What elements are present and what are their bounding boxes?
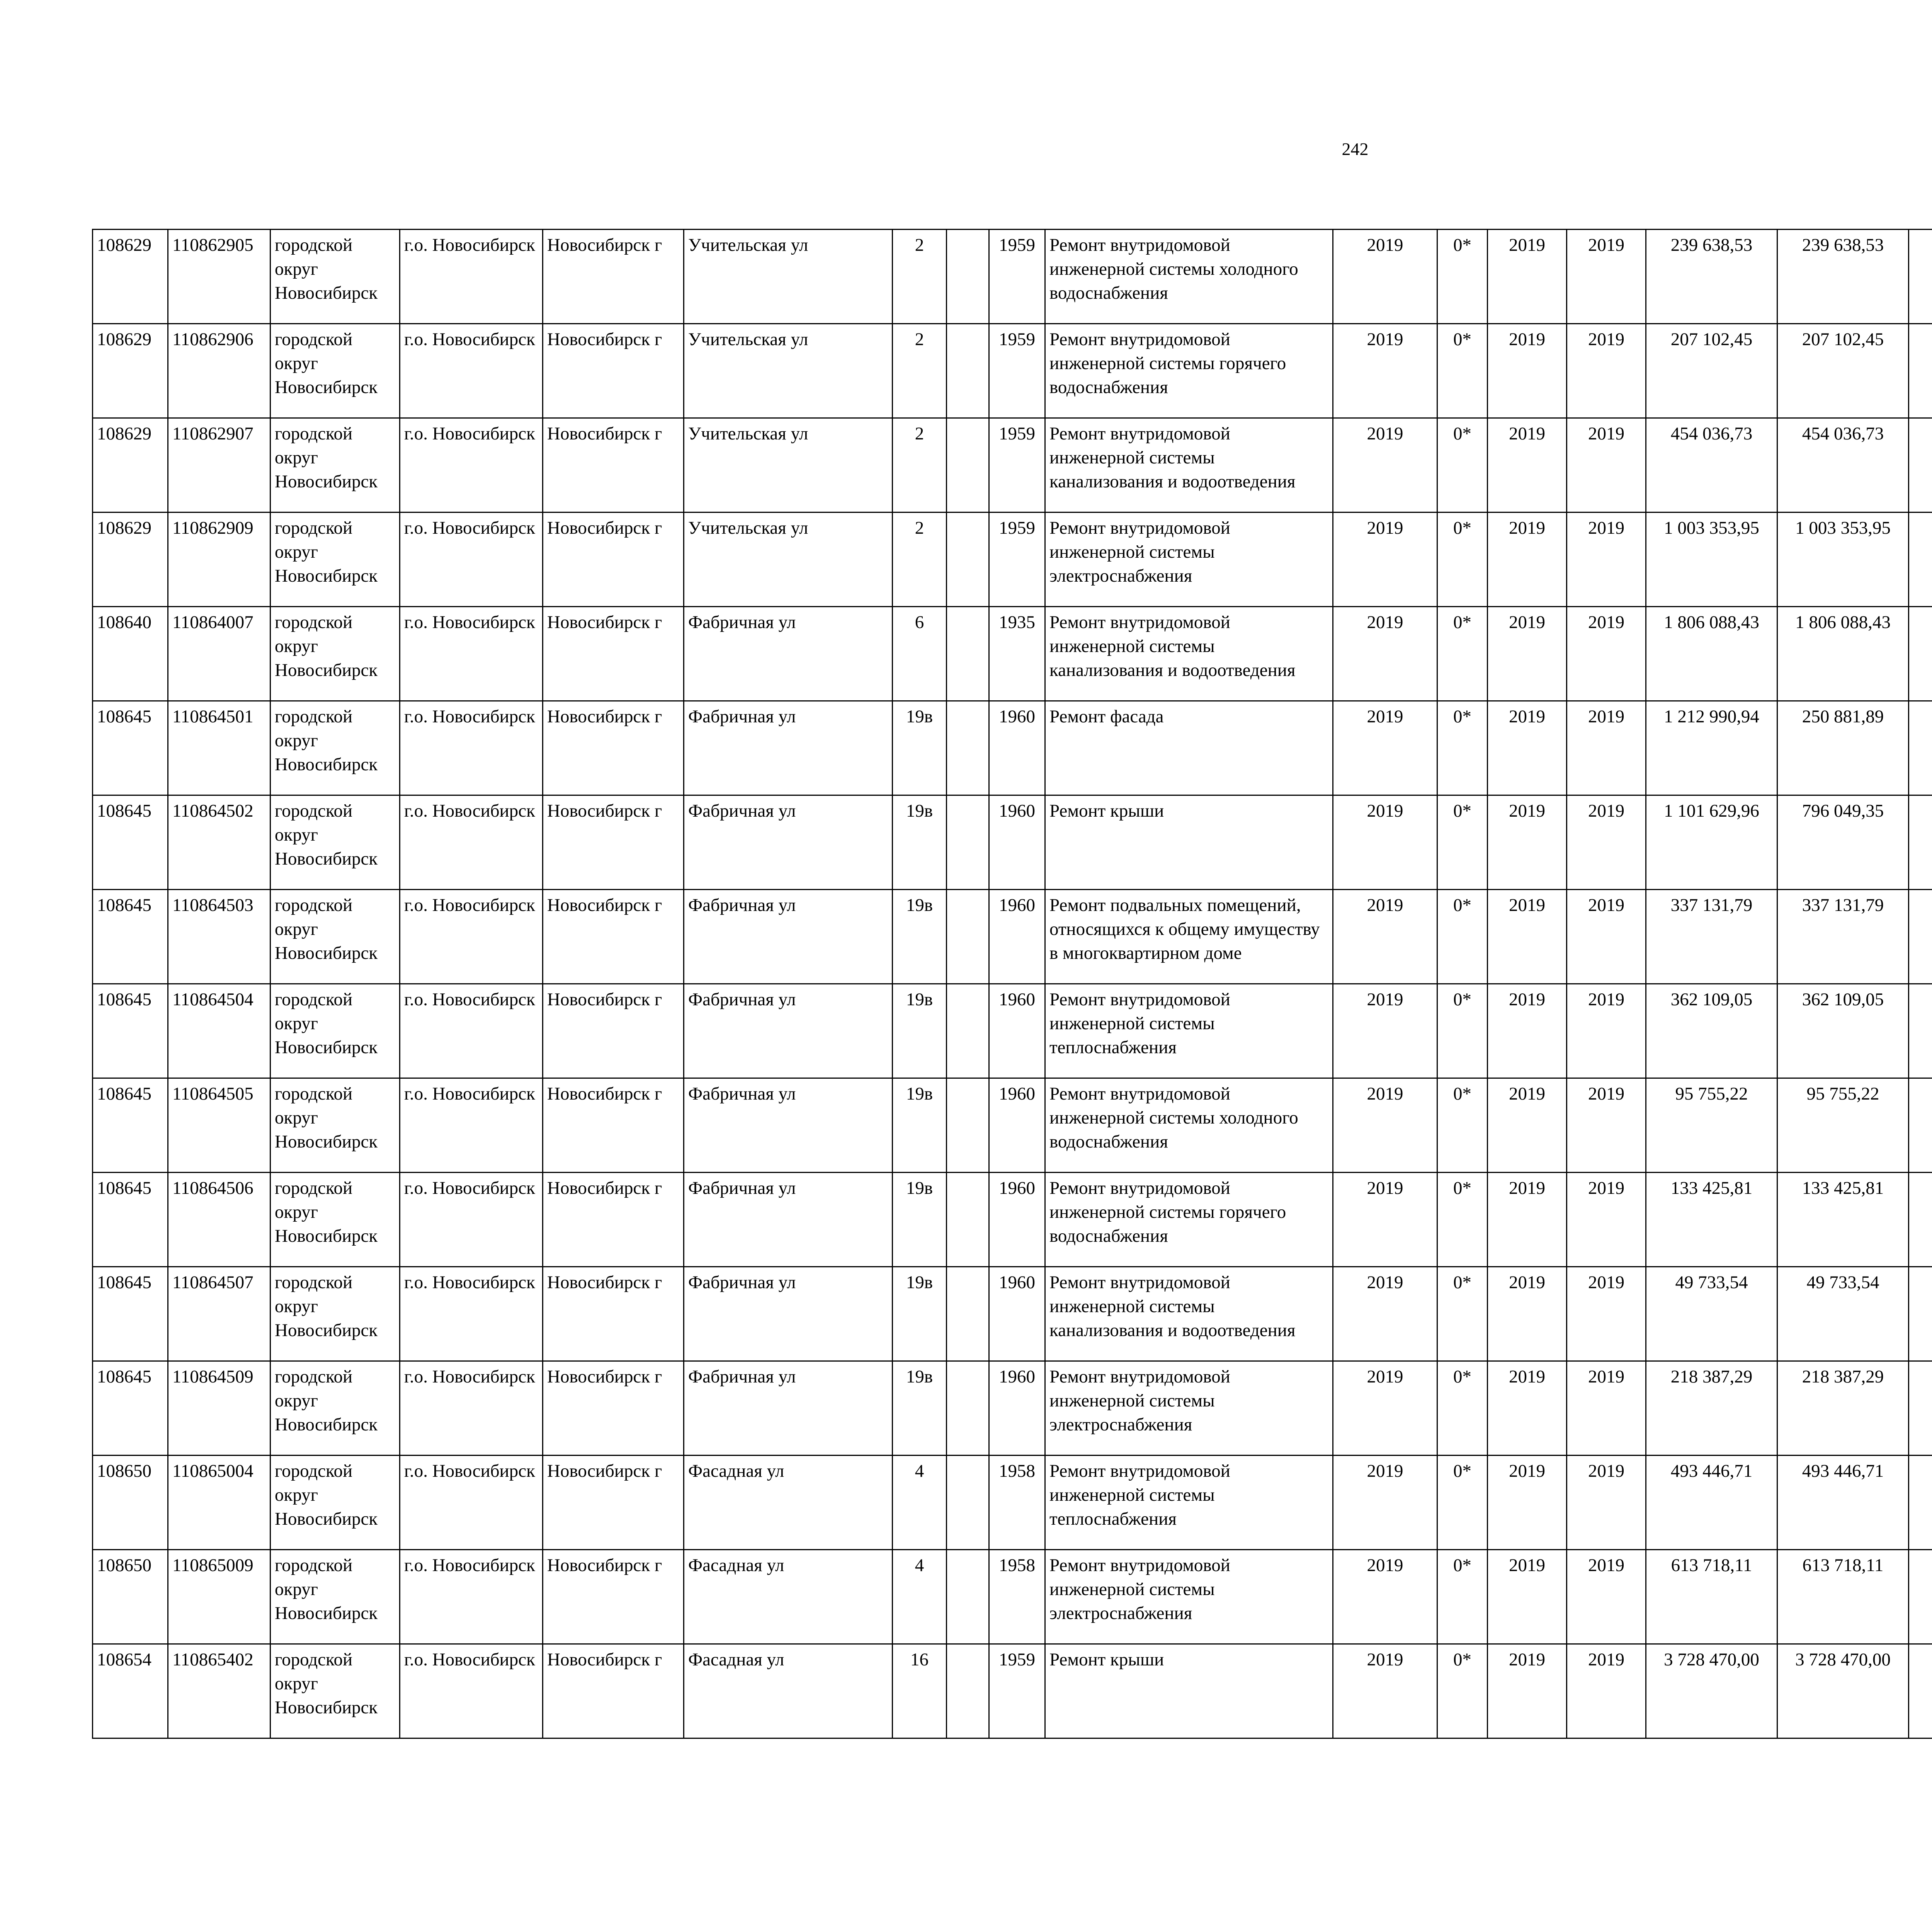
cell-plan-year: 2019 [1333, 1078, 1437, 1173]
cell-status: 0* [1437, 701, 1488, 795]
cell-status: 0* [1437, 1644, 1488, 1738]
cell-municipality: городской округ Новосибирск [270, 1173, 400, 1267]
cell-end-year: 2019 [1567, 1550, 1646, 1644]
table-row [93, 890, 1932, 984]
cell-city: Новосибирск г [543, 607, 684, 701]
cell-plan-year: 2019 [1333, 1644, 1437, 1738]
cell-start-year: 2019 [1488, 607, 1567, 701]
table-row [93, 1456, 1932, 1550]
cell-work-id: 110864503 [168, 890, 270, 984]
cell-work-id: 110864505 [168, 1078, 270, 1173]
table-row [93, 1644, 1932, 1738]
cell-regional-fund: 493 446,71 [1777, 1456, 1909, 1550]
cell-house-number: 16 [893, 1644, 947, 1738]
cell-house-number: 19в [893, 890, 947, 984]
cell-year-built: 1935 [989, 607, 1045, 701]
cell-municipality-short: г.о. Новосибирск [400, 230, 543, 324]
cell-house-number: 2 [893, 418, 947, 512]
cell-end-year: 2019 [1567, 701, 1646, 795]
cell-regional-fund: 1 806 088,43 [1777, 607, 1909, 701]
cell-regional-fund: 337 131,79 [1777, 890, 1909, 984]
cell-plan-year: 2019 [1333, 1173, 1437, 1267]
cell-start-year: 2019 [1488, 1078, 1567, 1173]
cell-work-type: Ремонт внутридомовой инженерной системы электроснабжения [1045, 1361, 1333, 1456]
cell-municipality: городской округ Новосибирск [270, 1078, 400, 1173]
cell-plan-year: 2019 [1333, 701, 1437, 795]
cell-house-number: 2 [893, 230, 947, 324]
cell-start-year: 2019 [1488, 1361, 1567, 1456]
cell-plan-year: 2019 [1333, 324, 1437, 418]
cell-col-17 [1909, 418, 1932, 512]
cell-year-built: 1959 [989, 324, 1045, 418]
cell-city: Новосибирск г [543, 1173, 684, 1267]
cell-start-year: 2019 [1488, 230, 1567, 324]
cell-work-type: Ремонт подвальных помещений, относящихся к общему имуществу в многоквартирном доме [1045, 890, 1333, 984]
cell-col-17 [1909, 795, 1932, 890]
cell-work-type: Ремонт внутридомовой инженерной системы электроснабжения [1045, 1550, 1333, 1644]
cell-street: Фасадная ул [684, 1456, 893, 1550]
cell-building [947, 795, 989, 890]
cell-end-year: 2019 [1567, 984, 1646, 1078]
cell-street: Фабричная ул [684, 607, 893, 701]
cell-col-17 [1909, 890, 1932, 984]
cell-end-year: 2019 [1567, 230, 1646, 324]
cell-house-number: 19в [893, 795, 947, 890]
cell-work-type: Ремонт внутридомовой инженерной системы холодного водоснабжения [1045, 230, 1333, 324]
table-row [93, 1173, 1932, 1267]
cell-col-17 [1909, 984, 1932, 1078]
cell-city: Новосибирск г [543, 1456, 684, 1550]
cell-total-cost: 1 003 353,95 [1646, 512, 1777, 607]
cell-year-built: 1960 [989, 795, 1045, 890]
cell-status: 0* [1437, 1267, 1488, 1361]
cell-work-type: Ремонт крыши [1045, 795, 1333, 890]
cell-start-year: 2019 [1488, 418, 1567, 512]
cell-end-year: 2019 [1567, 1361, 1646, 1456]
cell-year-built: 1959 [989, 230, 1045, 324]
cell-building [947, 512, 989, 607]
cell-system-id: 108645 [93, 890, 168, 984]
cell-city: Новосибирск г [543, 984, 684, 1078]
cell-plan-year: 2019 [1333, 984, 1437, 1078]
cell-system-id: 108645 [93, 1078, 168, 1173]
table-row [93, 1078, 1932, 1173]
cell-building [947, 607, 989, 701]
cell-street: Фабричная ул [684, 1361, 893, 1456]
cell-system-id: 108654 [93, 1644, 168, 1738]
cell-street: Учительская ул [684, 418, 893, 512]
cell-work-id: 110864507 [168, 1267, 270, 1361]
cell-work-id: 110865402 [168, 1644, 270, 1738]
cell-col-17 [1909, 607, 1932, 701]
cell-plan-year: 2019 [1333, 230, 1437, 324]
cell-col-17 [1909, 1173, 1932, 1267]
cell-municipality: городской округ Новосибирск [270, 607, 400, 701]
cell-year-built: 1958 [989, 1456, 1045, 1550]
cell-status: 0* [1437, 418, 1488, 512]
cell-start-year: 2019 [1488, 1267, 1567, 1361]
cell-municipality: городской округ Новосибирск [270, 512, 400, 607]
cell-end-year: 2019 [1567, 607, 1646, 701]
cell-system-id: 108629 [93, 230, 168, 324]
cell-house-number: 19в [893, 701, 947, 795]
cell-regional-fund: 1 003 353,95 [1777, 512, 1909, 607]
cell-regional-fund: 362 109,05 [1777, 984, 1909, 1078]
cell-street: Фабричная ул [684, 701, 893, 795]
cell-system-id: 108629 [93, 418, 168, 512]
cell-building [947, 701, 989, 795]
cell-building [947, 1173, 989, 1267]
cell-work-type: Ремонт фасада [1045, 701, 1333, 795]
cell-municipality: городской округ Новосибирск [270, 795, 400, 890]
cell-end-year: 2019 [1567, 512, 1646, 607]
cell-col-17 [1909, 324, 1932, 418]
cell-total-cost: 454 036,73 [1646, 418, 1777, 512]
cell-regional-fund: 49 733,54 [1777, 1267, 1909, 1361]
cell-plan-year: 2019 [1333, 1361, 1437, 1456]
cell-work-type: Ремонт внутридомовой инженерной системы канализования и водоотведения [1045, 1267, 1333, 1361]
cell-municipality: городской округ Новосибирск [270, 1456, 400, 1550]
table-row [93, 795, 1932, 890]
cell-status: 0* [1437, 1456, 1488, 1550]
cell-municipality: городской округ Новосибирск [270, 1267, 400, 1361]
cell-municipality-short: г.о. Новосибирск [400, 607, 543, 701]
cell-work-type: Ремонт внутридомовой инженерной системы холодного водоснабжения [1045, 1078, 1333, 1173]
cell-status: 0* [1437, 1550, 1488, 1644]
cell-building [947, 1456, 989, 1550]
cell-end-year: 2019 [1567, 1173, 1646, 1267]
cell-start-year: 2019 [1488, 1550, 1567, 1644]
cell-work-id: 110865004 [168, 1456, 270, 1550]
cell-total-cost: 239 638,53 [1646, 230, 1777, 324]
cell-street: Учительская ул [684, 324, 893, 418]
table-row [93, 984, 1932, 1078]
cell-house-number: 19в [893, 1173, 947, 1267]
cell-col-17 [1909, 1361, 1932, 1456]
cell-total-cost: 613 718,11 [1646, 1550, 1777, 1644]
cell-municipality-short: г.о. Новосибирск [400, 701, 543, 795]
cell-regional-fund: 95 755,22 [1777, 1078, 1909, 1173]
cell-work-type: Ремонт внутридомовой инженерной системы канализования и водоотведения [1045, 418, 1333, 512]
cell-start-year: 2019 [1488, 984, 1567, 1078]
cell-street: Учительская ул [684, 230, 893, 324]
cell-work-id: 110864509 [168, 1361, 270, 1456]
cell-end-year: 2019 [1567, 1267, 1646, 1361]
cell-work-type: Ремонт внутридомовой инженерной системы горячего водоснабжения [1045, 1173, 1333, 1267]
cell-total-cost: 207 102,45 [1646, 324, 1777, 418]
cell-status: 0* [1437, 1078, 1488, 1173]
cell-regional-fund: 454 036,73 [1777, 418, 1909, 512]
cell-work-id: 110864502 [168, 795, 270, 890]
cell-house-number: 19в [893, 984, 947, 1078]
cell-municipality: городской округ Новосибирск [270, 701, 400, 795]
cell-city: Новосибирск г [543, 230, 684, 324]
cell-year-built: 1960 [989, 984, 1045, 1078]
cell-system-id: 108645 [93, 1173, 168, 1267]
cell-status: 0* [1437, 1361, 1488, 1456]
cell-municipality-short: г.о. Новосибирск [400, 795, 543, 890]
cell-street: Фабричная ул [684, 795, 893, 890]
cell-work-type: Ремонт внутридомовой инженерной системы электроснабжения [1045, 512, 1333, 607]
cell-municipality: городской округ Новосибирск [270, 230, 400, 324]
cell-street: Фасадная ул [684, 1550, 893, 1644]
cell-col-17 [1909, 1267, 1932, 1361]
cell-end-year: 2019 [1567, 1456, 1646, 1550]
cell-total-cost: 1 212 990,94 [1646, 701, 1777, 795]
cell-work-id: 110862909 [168, 512, 270, 607]
cell-system-id: 108640 [93, 607, 168, 701]
cell-status: 0* [1437, 230, 1488, 324]
cell-work-id: 110862907 [168, 418, 270, 512]
cell-house-number: 19в [893, 1361, 947, 1456]
cell-end-year: 2019 [1567, 890, 1646, 984]
cell-col-17 [1909, 1550, 1932, 1644]
cell-col-17 [1909, 701, 1932, 795]
cell-work-id: 110865009 [168, 1550, 270, 1644]
cell-status: 0* [1437, 512, 1488, 607]
cell-end-year: 2019 [1567, 1078, 1646, 1173]
cell-municipality: городской округ Новосибирск [270, 418, 400, 512]
cell-municipality-short: г.о. Новосибирск [400, 512, 543, 607]
cell-municipality-short: г.о. Новосибирск [400, 324, 543, 418]
cell-work-type: Ремонт внутридомовой инженерной системы теплоснабжения [1045, 1456, 1333, 1550]
cell-plan-year: 2019 [1333, 890, 1437, 984]
cell-work-id: 110862906 [168, 324, 270, 418]
cell-street: Фабричная ул [684, 1078, 893, 1173]
cell-building [947, 890, 989, 984]
cell-regional-fund: 3 728 470,00 [1777, 1644, 1909, 1738]
cell-house-number: 4 [893, 1550, 947, 1644]
cell-work-type: Ремонт внутридомовой инженерной системы теплоснабжения [1045, 984, 1333, 1078]
cell-regional-fund: 239 638,53 [1777, 230, 1909, 324]
cell-municipality-short: г.о. Новосибирск [400, 418, 543, 512]
cell-system-id: 108650 [93, 1456, 168, 1550]
cell-total-cost: 1 101 629,96 [1646, 795, 1777, 890]
cell-total-cost: 95 755,22 [1646, 1078, 1777, 1173]
cell-work-id: 110864504 [168, 984, 270, 1078]
cell-start-year: 2019 [1488, 890, 1567, 984]
cell-col-17 [1909, 512, 1932, 607]
cell-start-year: 2019 [1488, 1456, 1567, 1550]
cell-work-id: 110862905 [168, 230, 270, 324]
cell-municipality: городской округ Новосибирск [270, 324, 400, 418]
cell-municipality-short: г.о. Новосибирск [400, 1361, 543, 1456]
cell-municipality: городской округ Новосибирск [270, 890, 400, 984]
cell-city: Новосибирск г [543, 1644, 684, 1738]
cell-status: 0* [1437, 890, 1488, 984]
cell-street: Фабричная ул [684, 984, 893, 1078]
cell-city: Новосибирск г [543, 1078, 684, 1173]
table-row [93, 1361, 1932, 1456]
cell-municipality-short: г.о. Новосибирск [400, 1550, 543, 1644]
cell-building [947, 984, 989, 1078]
cell-status: 0* [1437, 324, 1488, 418]
cell-city: Новосибирск г [543, 795, 684, 890]
cell-street: Фасадная ул [684, 1644, 893, 1738]
cell-plan-year: 2019 [1333, 1267, 1437, 1361]
cell-total-cost: 49 733,54 [1646, 1267, 1777, 1361]
cell-year-built: 1960 [989, 1078, 1045, 1173]
cell-year-built: 1960 [989, 890, 1045, 984]
cell-year-built: 1959 [989, 418, 1045, 512]
cell-work-type: Ремонт внутридомовой инженерной системы канализования и водоотведения [1045, 607, 1333, 701]
cell-regional-fund: 250 881,89 [1777, 701, 1909, 795]
cell-year-built: 1960 [989, 701, 1045, 795]
table-row [93, 1267, 1932, 1361]
cell-work-type: Ремонт внутридомовой инженерной системы горячего водоснабжения [1045, 324, 1333, 418]
table-row [93, 324, 1932, 418]
cell-plan-year: 2019 [1333, 1456, 1437, 1550]
cell-year-built: 1960 [989, 1173, 1045, 1267]
cell-year-built: 1960 [989, 1361, 1045, 1456]
table-row [93, 607, 1932, 701]
cell-total-cost: 1 806 088,43 [1646, 607, 1777, 701]
registry-body [93, 230, 1932, 1738]
cell-municipality: городской округ Новосибирск [270, 1550, 400, 1644]
cell-end-year: 2019 [1567, 1644, 1646, 1738]
cell-end-year: 2019 [1567, 324, 1646, 418]
cell-end-year: 2019 [1567, 418, 1646, 512]
cell-plan-year: 2019 [1333, 418, 1437, 512]
cell-street: Фабричная ул [684, 1267, 893, 1361]
cell-street: Учительская ул [684, 512, 893, 607]
cell-city: Новосибирск г [543, 512, 684, 607]
cell-system-id: 108645 [93, 701, 168, 795]
cell-plan-year: 2019 [1333, 795, 1437, 890]
cell-city: Новосибирск г [543, 1267, 684, 1361]
cell-city: Новосибирск г [543, 701, 684, 795]
cell-system-id: 108645 [93, 795, 168, 890]
cell-municipality-short: г.о. Новосибирск [400, 984, 543, 1078]
cell-building [947, 418, 989, 512]
cell-city: Новосибирск г [543, 1550, 684, 1644]
cell-municipality-short: г.о. Новосибирск [400, 890, 543, 984]
cell-regional-fund: 613 718,11 [1777, 1550, 1909, 1644]
cell-status: 0* [1437, 607, 1488, 701]
cell-year-built: 1959 [989, 1644, 1045, 1738]
cell-building [947, 1078, 989, 1173]
cell-house-number: 19в [893, 1267, 947, 1361]
cell-start-year: 2019 [1488, 1173, 1567, 1267]
cell-total-cost: 133 425,81 [1646, 1173, 1777, 1267]
cell-municipality: городской округ Новосибирск [270, 1644, 400, 1738]
cell-total-cost: 3 728 470,00 [1646, 1644, 1777, 1738]
table-row [93, 512, 1932, 607]
cell-end-year: 2019 [1567, 795, 1646, 890]
cell-col-17 [1909, 1644, 1932, 1738]
cell-work-id: 110864007 [168, 607, 270, 701]
cell-plan-year: 2019 [1333, 512, 1437, 607]
cell-system-id: 108645 [93, 1267, 168, 1361]
cell-city: Новосибирск г [543, 418, 684, 512]
cell-work-type: Ремонт крыши [1045, 1644, 1333, 1738]
cell-municipality-short: г.о. Новосибирск [400, 1267, 543, 1361]
cell-house-number: 6 [893, 607, 947, 701]
registry-table [92, 229, 1932, 1739]
cell-municipality: городской округ Новосибирск [270, 984, 400, 1078]
cell-building [947, 1267, 989, 1361]
cell-col-17 [1909, 1078, 1932, 1173]
cell-city: Новосибирск г [543, 1361, 684, 1456]
cell-status: 0* [1437, 1173, 1488, 1267]
cell-municipality-short: г.о. Новосибирск [400, 1078, 543, 1173]
cell-status: 0* [1437, 795, 1488, 890]
cell-regional-fund: 133 425,81 [1777, 1173, 1909, 1267]
table-row [93, 418, 1932, 512]
cell-year-built: 1960 [989, 1267, 1045, 1361]
cell-start-year: 2019 [1488, 701, 1567, 795]
cell-status: 0* [1437, 984, 1488, 1078]
cell-start-year: 2019 [1488, 324, 1567, 418]
cell-system-id: 108629 [93, 324, 168, 418]
cell-municipality-short: г.о. Новосибирск [400, 1644, 543, 1738]
cell-work-id: 110864506 [168, 1173, 270, 1267]
cell-system-id: 108629 [93, 512, 168, 607]
page-number: 242 [1342, 139, 1369, 159]
cell-street: Фабричная ул [684, 1173, 893, 1267]
cell-street: Фабричная ул [684, 890, 893, 984]
cell-start-year: 2019 [1488, 512, 1567, 607]
cell-system-id: 108645 [93, 1361, 168, 1456]
cell-regional-fund: 207 102,45 [1777, 324, 1909, 418]
cell-plan-year: 2019 [1333, 607, 1437, 701]
cell-city: Новосибирск г [543, 890, 684, 984]
cell-building [947, 324, 989, 418]
cell-municipality-short: г.о. Новосибирск [400, 1173, 543, 1267]
cell-municipality-short: г.о. Новосибирск [400, 1456, 543, 1550]
cell-building [947, 1361, 989, 1456]
cell-year-built: 1959 [989, 512, 1045, 607]
cell-house-number: 2 [893, 512, 947, 607]
cell-municipality: городской округ Новосибирск [270, 1361, 400, 1456]
cell-total-cost: 362 109,05 [1646, 984, 1777, 1078]
cell-start-year: 2019 [1488, 1644, 1567, 1738]
cell-city: Новосибирск г [543, 324, 684, 418]
cell-year-built: 1958 [989, 1550, 1045, 1644]
cell-system-id: 108645 [93, 984, 168, 1078]
cell-col-17 [1909, 230, 1932, 324]
cell-building [947, 1644, 989, 1738]
cell-col-17 [1909, 1456, 1932, 1550]
cell-work-id: 110864501 [168, 701, 270, 795]
cell-total-cost: 493 446,71 [1646, 1456, 1777, 1550]
table-row [93, 230, 1932, 324]
table-row [93, 701, 1932, 795]
cell-house-number: 2 [893, 324, 947, 418]
cell-building [947, 1550, 989, 1644]
cell-total-cost: 337 131,79 [1646, 890, 1777, 984]
table-row [93, 1550, 1932, 1644]
cell-start-year: 2019 [1488, 795, 1567, 890]
cell-plan-year: 2019 [1333, 1550, 1437, 1644]
cell-regional-fund: 218 387,29 [1777, 1361, 1909, 1456]
cell-building [947, 230, 989, 324]
cell-total-cost: 218 387,29 [1646, 1361, 1777, 1456]
cell-regional-fund: 796 049,35 [1777, 795, 1909, 890]
cell-system-id: 108650 [93, 1550, 168, 1644]
cell-house-number: 4 [893, 1456, 947, 1550]
cell-house-number: 19в [893, 1078, 947, 1173]
